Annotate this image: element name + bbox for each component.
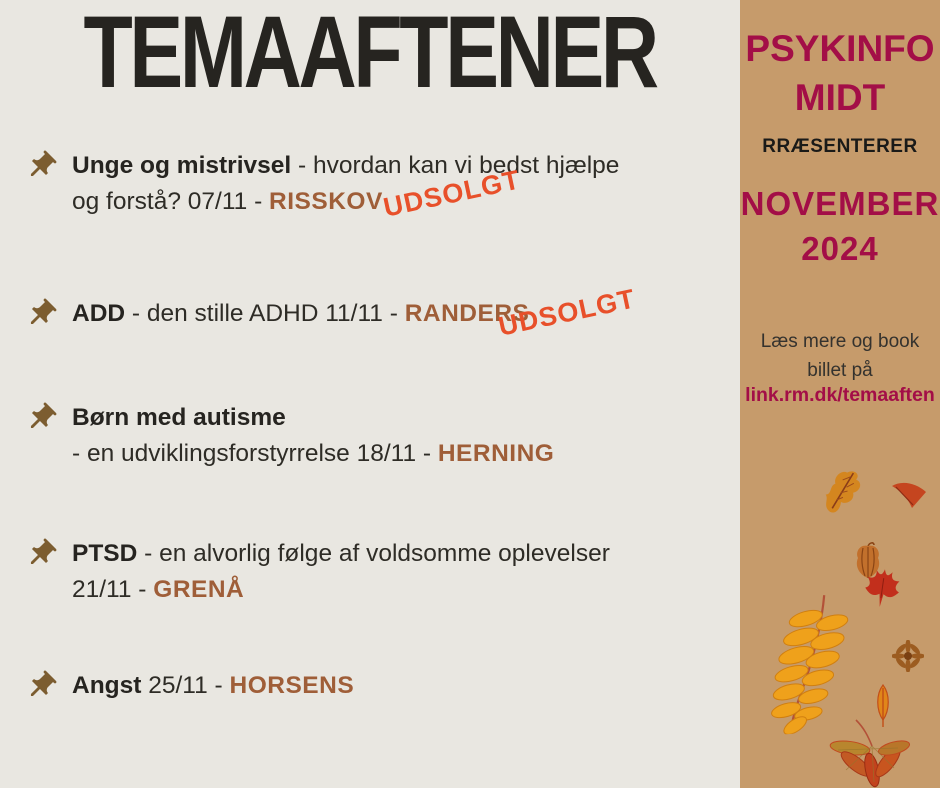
event-location: GRENÅ	[153, 576, 245, 603]
event-item-unge-og-mistrivsel	[0, 148, 720, 220]
event-item-angst	[0, 668, 720, 704]
maple-leaf-icon	[855, 565, 909, 616]
brand-title: PSYKINFO MIDT	[745, 28, 935, 118]
event-text: Børn med autisme - en udviklingsforstyrrelse 18/11 - HERNING	[72, 404, 555, 467]
pushpin-icon	[24, 669, 58, 703]
pushpin-icon	[24, 401, 58, 435]
event-location: HORSENS	[229, 672, 355, 699]
event-topic: PTSD	[72, 540, 138, 567]
soldout-stamp: UDSOLGT	[380, 164, 523, 223]
event-text: Angst 25/11 - HORSENS	[72, 672, 355, 699]
cta-text: Læs mere og book billet på	[760, 331, 920, 381]
soldout-stamp: UDSOLGT	[495, 283, 638, 342]
event-location: RANDERS	[404, 300, 530, 327]
event-topic: Unge og mistrivsel	[72, 152, 292, 179]
event-topic: ADD	[72, 300, 126, 327]
event-location: RISSKOV	[269, 188, 383, 215]
presents-label: RRÆSENTERER	[762, 136, 918, 157]
event-location: HERNING	[437, 440, 555, 467]
pushpin-icon	[24, 149, 58, 183]
oak-leaf-icon	[812, 459, 877, 529]
event-item-born-med-autisme	[0, 400, 720, 472]
event-text: Unge og mistrivsel - hvordan kan vi bedst hjælpe og forstå? 07/11 - RISSKOV	[72, 152, 620, 215]
month-label: NOVEMBER 2024	[740, 185, 940, 267]
red-leaf-fragment-icon	[890, 480, 928, 517]
event-text: PTSD - en alvorlig følge af voldsomme oplevelser 21/11 - GRENÅ	[72, 540, 610, 603]
sidebar	[740, 0, 940, 788]
star-anise-icon	[892, 640, 924, 677]
event-topic: Børn med autisme	[72, 404, 286, 431]
creeper-leaf-icon	[828, 718, 914, 788]
booking-link: link.rm.dk/temaaften	[745, 384, 935, 406]
pushpin-icon	[24, 297, 58, 331]
event-item-ptsd	[0, 536, 720, 608]
event-text: ADD - den stille ADHD 11/11 - RANDERS	[72, 300, 530, 327]
page-title: TEMAAFTENER	[83, 0, 657, 110]
pushpin-icon	[24, 537, 58, 571]
event-topic: Angst	[72, 672, 142, 699]
